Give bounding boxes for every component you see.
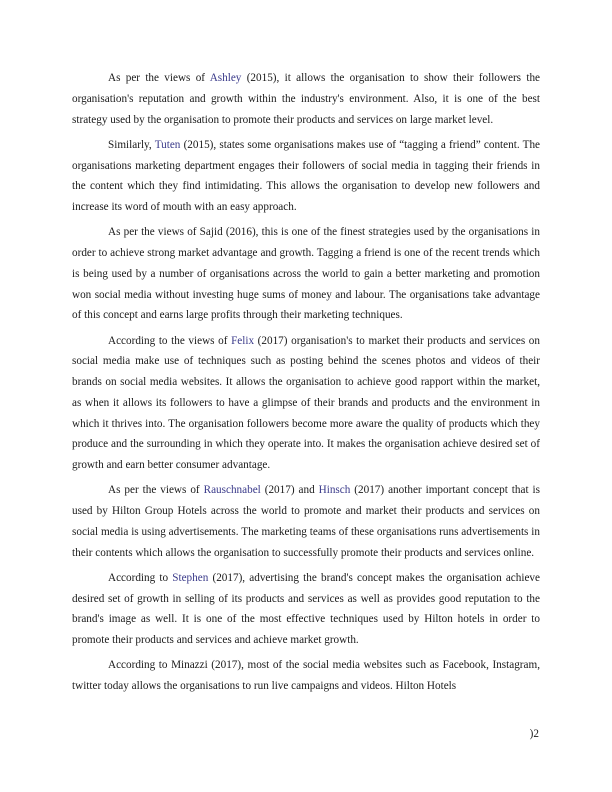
citation-author: Felix (231, 334, 255, 347)
page-number: )2 (529, 728, 539, 740)
paragraph-text: According to (108, 571, 173, 584)
paragraph-text: (2017) and (260, 484, 319, 497)
citation-author: Rauschnabel (203, 484, 261, 497)
paragraph (72, 480, 540, 563)
paragraph-text: (2017) organisation's to market their products and services on social media make use of techniques such as posting behind the scenes photos and videos of their brands on social media websites. It allows the organisation to achieve good rapport within the market, as when it allows its followers to have a glimpse of their brands and products and the environment in which it thrives into. The organisation followers become more aware the quality of products which they produce and the surrounding in which they operate into. It makes the organisation achieve desired set of growth and earn better consumer advantage. (72, 334, 540, 471)
citation-author: Stephen (172, 571, 209, 584)
paragraph-text: (2015), states some organisations makes use of “tagging a friend” content. The organisations marketing department engages their followers of social media in tagging their friends in the content which they find intimidating. This allows the organisation to develop new followers and increase its word of mouth with an easy approach. (72, 138, 540, 213)
paragraph-text: As per the views of Sajid (2016), this is one of the finest strategies used by the organisations in order to achieve strong market advantage and growth. Tagging a friend is one of the recent trends which is being used by a number of organisations across the world to gain a better marketing and promotion won social media without investing huge sums of money and labour. The organisations take advantage of this concept and earns large profits through their marketing techniques. (72, 226, 540, 322)
paragraph (72, 568, 540, 651)
citation-author: Hinsch (318, 484, 351, 497)
paragraph-text: Similarly, (108, 138, 155, 151)
citation-author: Tuten (154, 138, 181, 151)
paragraph (72, 331, 540, 476)
paragraph (72, 68, 540, 130)
paragraph-text: (2017), advertising the brand's concept makes the organisation achieve desired set of growth in selling of its products and services as well as provides good reputation to the brand's image as well. It is one of the most effective techniques used by Hilton hotels in order to promote their products and services and achieve market growth. (72, 571, 540, 646)
citation-author: Ashley (209, 72, 242, 84)
paragraph-text: As per the views of (108, 72, 210, 84)
paragraph (72, 655, 540, 697)
body-text (72, 68, 540, 701)
paragraph (72, 135, 540, 218)
paragraph-text: According to the views of (108, 334, 232, 347)
paragraph-text: (2017) another important concept that is used by Hilton Group Hotels across the world to promote and market their products and services on social media is using advertisements. The marketing teams of these organisations runs advertisements in their contents which allows the organisation to successfully promote their products and services online. (72, 484, 540, 559)
paragraph-text: According to Minazzi (2017), most of the social media websites such as Facebook, Instagram, twitter today allows the organisations to run live campaigns and videos. Hilton Hotels (72, 659, 540, 692)
paragraph (72, 222, 540, 326)
paragraph-text: (2015), it allows the organisation to show their followers the organisation's reputation and growth within the industry's environment. Also, it is one of the best strategy used by the organisation to promote their products and services on large market level. (72, 72, 540, 126)
paragraph-text: As per the views of (108, 484, 204, 497)
